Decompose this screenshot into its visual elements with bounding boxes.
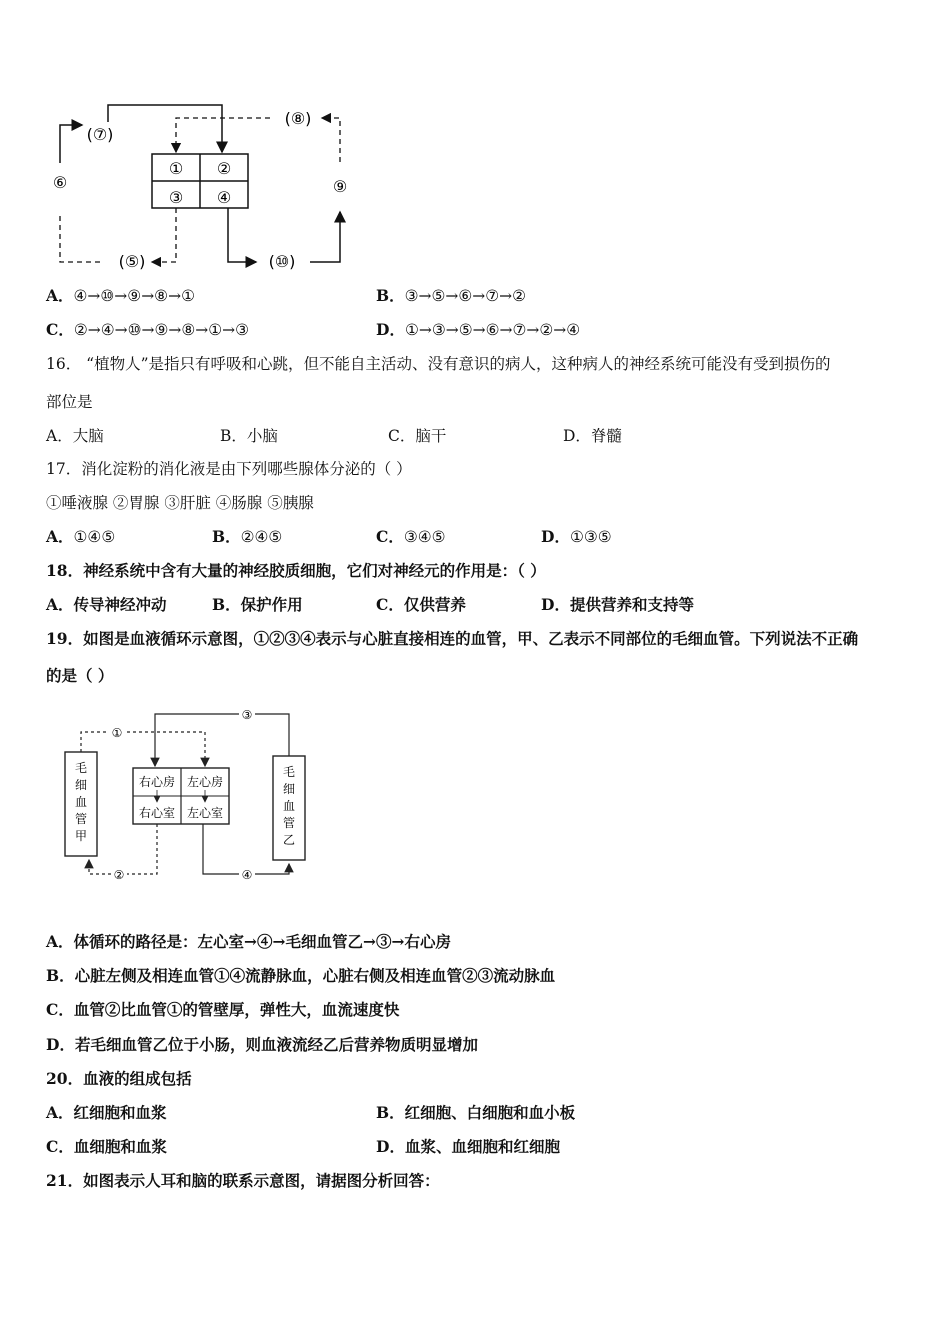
cap-a-5: 甲 [74,829,88,843]
q16-option-c[interactable]: C．脑干 [388,427,447,445]
q20-option-b[interactable]: B．红细胞、白细胞和血小板 [376,1103,576,1122]
q20-option-d[interactable]: D．血浆、血细胞和红细胞 [376,1137,560,1156]
q20-option-c[interactable]: C．血细胞和血浆 [46,1137,167,1156]
q17-items: ①唾液腺 ②胃腺 ③肝脏 ④肠腺 ⑤胰腺 [46,494,314,512]
q15-option-a[interactable]: A．④→⑩→⑨→⑧→① [46,286,195,305]
label-8: (⑧) [284,109,312,128]
right-atrium: 右心房 [138,775,176,789]
q19-stem: 19．如图是血液循环示意图，①②③④表示与心脏直接相连的血管，甲、乙表示不同部位的毛细血管。下列说法不正确 [46,629,859,648]
label-3: ③ [168,188,184,207]
q19-stem-2: 的是（ ） [46,666,114,685]
vessel-2-label: ② [113,868,125,882]
vessel-1-label: ① [111,726,123,740]
q15-option-b[interactable]: B．③→⑤→⑥→⑦→② [376,286,527,305]
cap-a-2: 细 [74,778,88,792]
q20-option-a[interactable]: A．红细胞和血浆 [46,1103,167,1122]
q16-option-b[interactable]: B．小脑 [220,427,278,445]
q16-stem: 16． “植物人”是指只有呼吸和心跳，但不能自主活动、没有意识的病人，这种病人的神经系统可能没有受到损伤的 [46,355,831,373]
vessel-3-label: ③ [241,708,253,722]
q17-stem: 17．消化淀粉的消化液是由下列哪些腺体分泌的（ ） [46,460,412,478]
q18-option-a[interactable]: A．传导神经冲动 [46,595,167,614]
cap-b-5: 乙 [282,833,296,847]
cap-a-3: 血 [74,795,88,809]
label-10: (⑩) [268,252,296,271]
right-ventricle: 右心室 [138,806,176,820]
q19-option-a[interactable]: A．体循环的路径是：左心室→④→毛细血管乙→③→右心房 [46,932,451,951]
q19-option-b[interactable]: B．心脏左侧及相连血管①④流静脉血，心脏右侧及相连血管②③流动脉血 [46,966,556,985]
left-atrium: 左心房 [186,775,224,789]
label-9: ⑨ [332,177,348,196]
q19-option-c[interactable]: C．血管②比血管①的管壁厚，弹性大，血流速度快 [46,1000,400,1019]
cap-a-4: 管 [74,812,88,826]
q17-option-d[interactable]: D．①③⑤ [541,527,612,546]
q20-stem: 20．血液的组成包括 [46,1069,192,1088]
q15-option-c[interactable]: C．②→④→⑩→⑨→⑧→①→③ [46,320,250,339]
vessel-4-label: ④ [241,868,253,882]
q15-option-d[interactable]: D．①→③→⑤→⑥→⑦→②→④ [376,320,581,339]
circulation-diagram-2 [55,690,315,900]
q21-stem: 21．如图表示人耳和脑的联系示意图，请据图分析回答： [46,1171,440,1190]
cap-b-1: 毛 [282,765,296,779]
q17-option-c[interactable]: C．③④⑤ [376,527,446,546]
q16-option-a[interactable]: A．大脑 [46,427,104,445]
q17-option-a[interactable]: A．①④⑤ [46,527,116,546]
left-ventricle: 左心室 [186,806,224,820]
label-7: (⑦) [86,125,114,144]
cap-b-4: 管 [282,816,296,830]
q18-option-b[interactable]: B．保护作用 [212,595,303,614]
q18-stem: 18．神经系统中含有大量的神经胶质细胞，它们对神经元的作用是：（ ） [46,561,546,580]
label-4: ④ [216,188,232,207]
q18-option-d[interactable]: D．提供营养和支持等 [541,595,694,614]
q17-option-b[interactable]: B．②④⑤ [212,527,283,546]
label-2: ② [216,159,232,178]
label-1: ① [168,159,184,178]
label-5: (⑤) [118,252,146,271]
cap-a-1: 毛 [74,761,88,775]
circulation-diagram-1 [40,100,370,280]
q18-option-c[interactable]: C．仅供营养 [376,595,466,614]
q19-option-d[interactable]: D．若毛细血管乙位于小肠，则血液流经乙后营养物质明显增加 [46,1035,478,1054]
q16-option-d[interactable]: D．脊髓 [563,427,622,445]
q16-stem-2: 部位是 [46,393,93,411]
cap-b-2: 细 [282,782,296,796]
label-6: ⑥ [52,173,68,192]
cap-b-3: 血 [282,799,296,813]
